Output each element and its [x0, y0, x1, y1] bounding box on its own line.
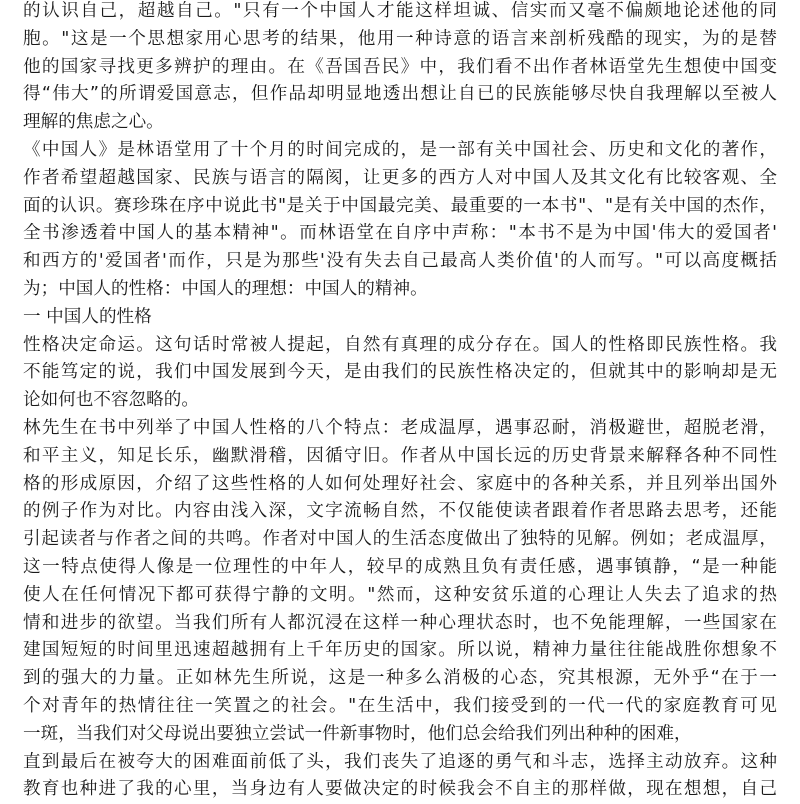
text-line: 一斑，当我们对父母说出要独立尝试一件新事物时，他们总会给我们列出种种的困难， [23, 723, 692, 744]
text-line: 的认识自己，超越自己。"只有一个中国人才能这样坦诚、信实而又毫不偏颇地论述他的同 [23, 1, 777, 21]
text-line: 为；中国人的性格：中国人的理想：中国人的精神。 [23, 278, 428, 299]
text-line: 教育也种进了我的心里，当身边有人要做决定的时候我会不自主的那样做，现在想想，自己 [23, 779, 777, 800]
text-line: 情和进步的欲望。当我们所有人都沉浸在这样一种心理状态时，也不免能理解，一些国家在 [23, 612, 777, 633]
text-line: 《中国人》是林语堂用了十个月的时间完成的，是一部有关中国社会、历史和文化的著作， [23, 139, 777, 160]
text-line: 直到最后在被夸大的困难面前低了头，我们丧失了追逐的勇气和斗志，选择主动放弃。这种 [23, 751, 777, 772]
text-line: 作者希望超越国家、民族与语言的隔阂，让更多的西方人对中国人及其文化有比较客观、全 [23, 167, 777, 188]
text-line: 使人在任何情况下都可获得宁静的文明。"然而，这种安贫乐道的心理让人失去了追求的热 [23, 584, 777, 605]
text-line: 个对青年的热情往往一笑置之的社会。"在生活中，我们接受到的一代一代的家庭教育可见 [23, 695, 777, 716]
text-line: 得“伟大”的所谓爱国意志，但作品却明显地透出想让自已的民族能够尽快自我理解以至被人 [23, 84, 777, 105]
text-line: 不能笃定的说，我们中国发展到今天，是由我们的民族性格决定的，但就其中的影响却是无 [23, 362, 777, 383]
text-line: 理解的焦虑之心。 [23, 112, 164, 133]
text-line: 林先生在书中列举了中国人性格的八个特点：老成温厚，遇事忍耐，消极避世，超脱老滑， [23, 417, 777, 438]
text-line: 和平主义，知足长乐，幽默滑稽，因循守旧。作者从中国长远的历史背景来解释各种不同性 [23, 445, 777, 466]
text-line: 胞。"这是一个思想家用心思考的结果，他用一种诗意的语言来剖析残酷的现实，为的是替 [23, 28, 777, 49]
text-line: 格的形成原因，介绍了这些性格的人如何处理好社会、家庭中的各种关系，并且列举出国外 [23, 473, 777, 494]
text-line: 的例子作为对比。内容由浅入深，文字流畅自然，不仅能使读者跟着作者思路去思考，还能 [23, 501, 777, 522]
text-line: 到的强大的力量。正如林先生所说，这是一种多么消极的心态，究其根源，无外乎“在于一 [23, 668, 777, 689]
text-line: 面的认识。赛珍珠在序中说此书"是关于中国最完美、最重要的一本书"、"是有关中国的杰作， [23, 195, 777, 216]
text-line: 和西方的'爱国者'而作，只是为那些'没有失去自己最高人类价值'的人而写。"可以高度概括 [23, 251, 777, 272]
text-line: 这一特点使得人像是一位理性的中年人，较早的成熟且负有责任感，遇事镇静，“是一种能 [23, 556, 777, 577]
text-line: 论如何也不容忽略的。 [23, 390, 199, 411]
text-line: 建国短短的时间里迅速超越拥有上千年历史的国家。所以说，精神力量往往能战胜你想象不 [23, 640, 777, 661]
text-line: 他的国家寻找更多辨护的理由。在《吾国吾民》中，我们看不出作者林语堂先生想使中国变 [23, 56, 777, 77]
text-line: 引起读者与作者之间的共鸣。作者对中国人的生活态度做出了独特的见解。例如；老成温厚， [23, 529, 777, 550]
text-line: 一 中国人的性格 [23, 306, 152, 327]
text-line: 性格决定命运。这句话时常被人提起，自然有真理的成分存在。国人的性格即民族性格。我 [23, 334, 777, 355]
text-line: 全书渗透着中国人的基本精神"。而林语堂在自序中声称："本书不是为中国'伟大的爱国者' [23, 223, 777, 244]
document-body [23, 0, 777, 804]
